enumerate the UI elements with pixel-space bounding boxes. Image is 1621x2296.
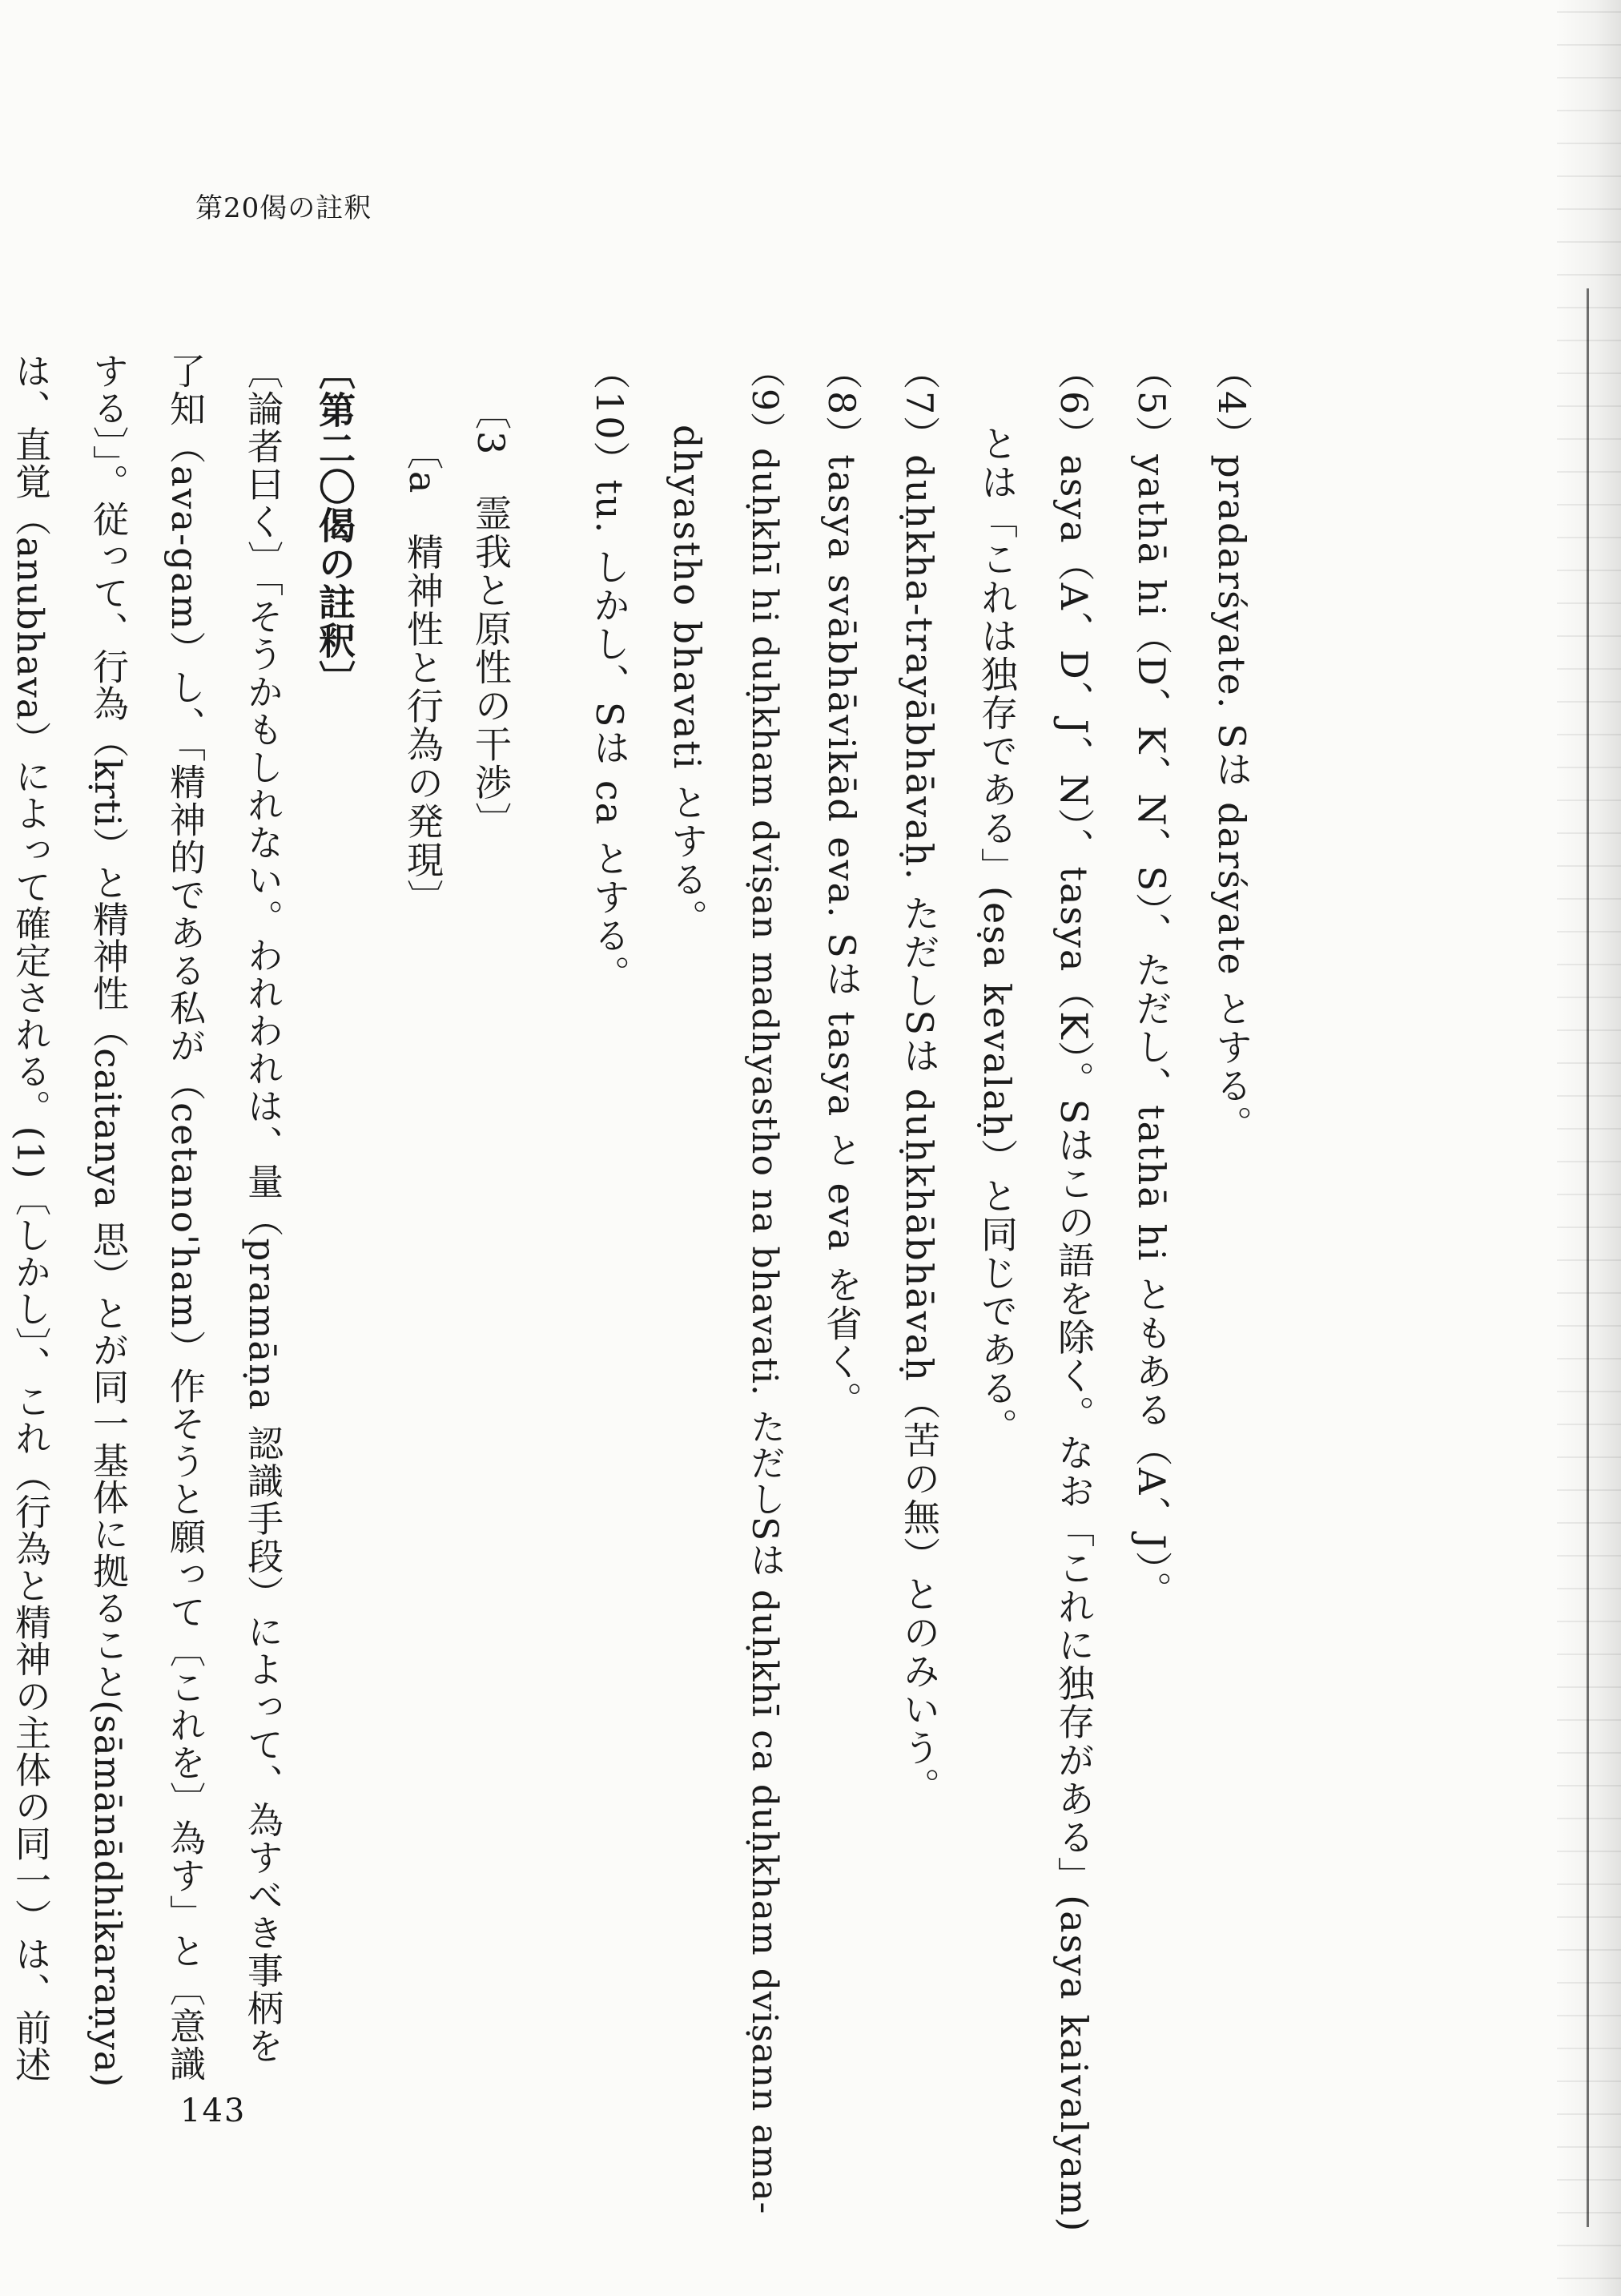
note-9-continued: dhyastho bhavati とする。 bbox=[666, 425, 709, 938]
subsection-heading-a: 〔a 精神性と行為の発現〕 bbox=[401, 433, 444, 918]
body-line-1: 〔論者曰く〕「そうかもしれない。われわれは、量（pramāṇa 認識手段）によって、為すべき事柄を bbox=[241, 352, 284, 2065]
page-edge-line bbox=[1587, 288, 1589, 2227]
body-line-3: する〕」。従って、行為（kṛti）と精神性（caitanya 思）とが同一基体に拠ること(sāmānādhikaraṇya) bbox=[86, 352, 129, 2089]
note-8: （8）tasya svābhāvikād eva. Sは tasya と eva を省く。 bbox=[820, 352, 863, 1420]
verse-20-commentary-heading: 〔第二〇偈の註釈〕 bbox=[313, 352, 356, 699]
note-5: （5）yathā hi（D、K、N、S）、ただし、tathā hi ともある（A、J）。 bbox=[1130, 352, 1173, 1609]
note-10: （10）tu. しかし、Sは ca とする。 bbox=[588, 352, 631, 993]
running-header: 第20偈の註釈 bbox=[195, 192, 372, 224]
scan-edge-shadow bbox=[1557, 0, 1621, 2296]
note-6-continued: とは「これは独存である」(eṣa kevalaḥ）と同じである。 bbox=[975, 425, 1019, 1447]
body-line-2: 了知（ava-gam）し、「精神的である私が（cetano'ham）作そうと願って〔これを〕為す」と〔意識 bbox=[163, 352, 206, 2083]
note-9: （9）duḥkhī hi duḥkham dviṣan madhyastho na bhavati. ただしSは duḥkhī ca duḥkham dviṣann ama- bbox=[744, 352, 785, 2215]
note-6: （6）asya（A、D、J、N）、tasya（K）。Sはこの語を除く。なお「これに独存がある」(asya kaivalyam) bbox=[1052, 352, 1096, 2234]
body-line-4: は、直覚（anubhava）によって確定される。(1)〔しかし〕、これ（行為と精神の主体の同一）は、前述 bbox=[9, 352, 51, 2083]
page-number: 143 bbox=[180, 2093, 247, 2129]
section-heading-3: 〔3 霊我と原性の干渉〕 bbox=[469, 393, 513, 841]
note-4: （4）pradarśyate. Sは darśyate とする。 bbox=[1210, 352, 1253, 1144]
note-7: （7）duḥkha-trayābhāvaḥ. ただしSは duḥkhābhāvaḥ（苦の無）とのみいう。 bbox=[898, 352, 941, 1806]
